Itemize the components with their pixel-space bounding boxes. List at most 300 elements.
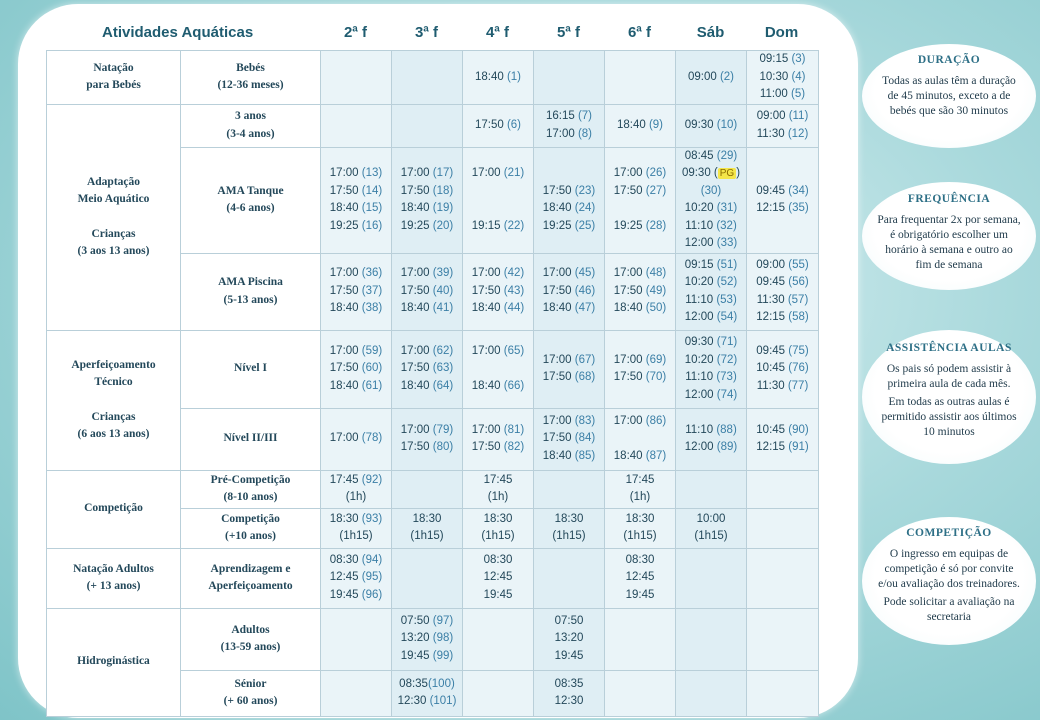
time-value: 19:25 (542, 219, 575, 232)
class-number: (36) (361, 267, 383, 280)
time-value: 17:00 (542, 353, 575, 366)
time-line (392, 630, 462, 648)
time-value: 17:00 (471, 167, 504, 179)
time-line (463, 300, 533, 318)
time-cell (676, 104, 747, 147)
time-value: 17:50 (474, 118, 507, 131)
time-line (676, 334, 746, 352)
time-line (605, 200, 675, 218)
time-line (463, 489, 533, 507)
time-value: 19:45 (483, 588, 513, 601)
time-value: 08:30 (483, 553, 513, 566)
time-line (392, 218, 462, 236)
time-line (463, 117, 533, 135)
class-number: (22) (503, 219, 525, 232)
time-line (676, 352, 746, 370)
time-value: 12:45 (329, 571, 362, 584)
class-number: (66) (503, 379, 525, 392)
class-number: (74) (716, 388, 738, 401)
class-number: (24) (574, 202, 596, 214)
time-cell (747, 508, 819, 548)
time-value: 18:40 (329, 202, 362, 214)
time-line (605, 448, 675, 466)
time-value: 11:30 (756, 127, 788, 140)
time-value: 17:50 (542, 184, 575, 197)
time-cell (676, 408, 747, 470)
time-value: 17:50 (400, 441, 433, 453)
time-cell (747, 147, 819, 253)
time-value: 18:40 (542, 302, 575, 315)
time-line (321, 300, 391, 318)
time-cell (747, 548, 819, 608)
time-value: 13:20 (400, 632, 433, 645)
time-value: 12:15 (756, 202, 789, 214)
time-line (392, 648, 462, 666)
time-cell (676, 147, 747, 253)
time-value: 17:50 (400, 284, 433, 297)
class-number: (49) (645, 284, 667, 297)
time-value: 18:30 (412, 512, 442, 525)
class-number: (79) (432, 423, 454, 436)
time-cell (534, 508, 605, 548)
time-value: 18:40 (542, 202, 575, 214)
time-line (534, 200, 604, 218)
time-value: 10:45 (756, 362, 789, 375)
group-detail: (+10 anos) (225, 530, 276, 542)
time-line (392, 528, 462, 546)
class-number: (67) (574, 353, 596, 366)
time-value: 17:50 (542, 284, 575, 297)
class-number: (63) (432, 362, 454, 375)
time-line (463, 511, 533, 529)
time-line: 09:30 ( PG ) (681, 167, 741, 179)
class-number: (25) (574, 219, 596, 232)
group-detail: (8-10 anos) (223, 491, 278, 503)
time-value: 09:15 (759, 53, 792, 65)
class-number: (51) (716, 258, 738, 271)
time-line (534, 369, 604, 387)
time-cell (392, 408, 463, 470)
time-value: (1h15) (623, 530, 657, 542)
time-cell (534, 51, 605, 105)
time-value: 11:10 (685, 219, 717, 232)
time-line (676, 117, 746, 135)
class-number: (45) (574, 267, 596, 280)
group-name: Nível II/III (223, 432, 278, 445)
time-value: 17:00 (613, 267, 646, 280)
time-cell (321, 147, 392, 253)
class-number: (4) (791, 70, 806, 83)
time-value: (1h15) (552, 530, 586, 542)
time-value: 17:50 (471, 441, 504, 453)
time-line (605, 430, 675, 448)
info-paragraph: Os pais só podem assistir à primeira aula de cada mês. (886, 363, 1012, 390)
class-number: (73) (716, 371, 737, 383)
time-value: 12:45 (625, 571, 655, 584)
info-title: FREQUÊNCIA (907, 193, 991, 205)
table-row (47, 548, 819, 608)
group-name: Nível I (234, 362, 267, 375)
time-value: 19:45 (625, 588, 655, 601)
time-cell (605, 670, 676, 716)
group-name: Sénior (234, 677, 267, 690)
time-value: (1h) (345, 491, 367, 503)
time-cell (605, 253, 676, 330)
class-number: (37) (361, 284, 383, 297)
time-cell (605, 330, 676, 408)
time-line (534, 413, 604, 431)
class-number: (72) (716, 353, 738, 366)
time-line (534, 511, 604, 529)
time-cell (321, 253, 392, 330)
time-cell (676, 253, 747, 330)
time-value: 09:30 (684, 336, 717, 348)
time-cell (463, 330, 534, 408)
time-line (676, 387, 746, 405)
time-line (321, 511, 391, 529)
time-line (321, 183, 391, 201)
time-value: 17:00 (329, 267, 362, 280)
time-value: 19:45 (400, 649, 433, 662)
class-number: (48) (645, 267, 667, 280)
time-value: 18:30 (554, 512, 584, 525)
class-number: (20) (432, 219, 454, 232)
time-value: 12:00 (684, 237, 717, 249)
day-header: 5ª f (556, 24, 581, 41)
time-cell (747, 608, 819, 670)
time-line (321, 587, 391, 605)
time-cell (747, 253, 819, 330)
time-cell (747, 51, 819, 105)
time-line (321, 472, 391, 490)
time-value: 17:00 (329, 344, 362, 357)
activity-cell (47, 470, 181, 548)
time-line (534, 693, 604, 711)
time-line (463, 283, 533, 301)
time-cell (534, 670, 605, 716)
pg-badge: PG (719, 168, 735, 179)
time-line (747, 86, 818, 104)
time-line (534, 648, 604, 666)
time-cell (392, 253, 463, 330)
class-number: (101) (429, 695, 457, 707)
time-cell (605, 548, 676, 608)
activity-line: (6 aos 13 anos) (77, 428, 150, 440)
time-cell (747, 408, 819, 470)
class-number: (99) (432, 649, 454, 662)
class-number: (68) (574, 371, 596, 383)
time-line (605, 569, 675, 587)
time-cell (392, 147, 463, 253)
time-value: 08:30 (625, 553, 655, 566)
day-header: 2ª f (343, 24, 368, 41)
class-number: (5) (791, 88, 806, 100)
class-number: (91) (788, 441, 809, 453)
time-cell (676, 51, 747, 105)
time-line (747, 343, 818, 361)
time-line (676, 439, 746, 457)
time-line (605, 352, 675, 370)
time-line (392, 422, 462, 440)
time-value: 18:40 (329, 379, 362, 392)
info-text (876, 74, 1022, 119)
time-cell (463, 408, 534, 470)
time-line (392, 360, 462, 378)
group-cell (181, 508, 321, 548)
class-number: (26) (645, 167, 667, 179)
time-value: 07:50 (400, 614, 433, 627)
time-value: 17:00 (471, 267, 504, 280)
class-number: (64) (432, 379, 454, 392)
time-line (534, 430, 604, 448)
class-number: (34) (788, 184, 809, 197)
time-line (534, 165, 604, 183)
class-number: (53) (716, 293, 737, 306)
time-line (605, 369, 675, 387)
time-line (392, 693, 462, 711)
time-cell (392, 548, 463, 608)
class-number: (88) (716, 423, 737, 436)
time-cell (321, 508, 392, 548)
time-value: 17:50 (329, 362, 362, 375)
time-cell (534, 147, 605, 253)
group-detail: (13-59 anos) (220, 641, 281, 653)
activity-cell (47, 608, 181, 716)
class-number: (78) (361, 432, 383, 445)
time-cell (392, 51, 463, 105)
class-number: (9) (648, 118, 664, 131)
time-cell (534, 548, 605, 608)
class-number: (62) (432, 344, 454, 357)
time-cell (463, 670, 534, 716)
class-number: (100) (427, 677, 455, 690)
info-paragraph: Pode solicitar a avaliação na secretaria (883, 596, 1015, 623)
time-value: (1h) (629, 491, 651, 503)
activity-line: (+ 13 anos) (86, 580, 141, 592)
table-row (47, 330, 819, 408)
class-number: (16) (361, 219, 383, 232)
time-value: 18:40 (471, 302, 504, 315)
time-line (747, 183, 818, 201)
time-value: 17:50 (400, 362, 433, 375)
info-text (876, 362, 1022, 440)
time-value: 16:15 (545, 110, 578, 122)
time-value: 11:10 (685, 293, 717, 306)
info-title: COMPETIÇÃO (906, 527, 992, 539)
class-number: (80) (432, 441, 454, 453)
class-number: (83) (574, 414, 596, 427)
time-value: 17:50 (613, 284, 646, 297)
time-line (321, 552, 391, 570)
class-number: (58) (788, 311, 809, 323)
time-line (605, 265, 675, 283)
time-value: 09:45 (756, 276, 789, 288)
time-line (676, 257, 746, 275)
time-line (747, 422, 818, 440)
time-value: 19:25 (400, 219, 433, 232)
time-line (463, 183, 533, 201)
time-cell (534, 408, 605, 470)
group-detail: (+ 60 anos) (223, 695, 278, 707)
class-number: (97) (432, 614, 454, 627)
group-cell (181, 253, 321, 330)
time-value: 17:00 (329, 432, 362, 445)
activity-line: Natação Adultos (73, 562, 154, 575)
time-value: 17:00 (471, 423, 504, 436)
activity-line: Técnico (94, 376, 133, 388)
time-value: 17:50 (542, 371, 575, 383)
time-line (321, 218, 391, 236)
class-number: (33) (716, 237, 738, 249)
class-number: (42) (503, 267, 525, 280)
time-value: 17:00 (613, 414, 646, 427)
day-header: 6ª f (627, 24, 652, 41)
class-number: (56) (788, 276, 809, 288)
class-number: (65) (503, 344, 525, 357)
time-value: (1h15) (410, 530, 444, 542)
time-line (463, 378, 533, 396)
time-value: 18:40 (616, 118, 649, 131)
time-value: 18:30 (329, 512, 362, 525)
time-line (392, 265, 462, 283)
time-line (747, 257, 818, 275)
time-value: 17:50 (613, 184, 646, 197)
class-number: (6) (506, 118, 522, 131)
time-line (676, 369, 746, 387)
activity-line: para Bebés (86, 79, 141, 92)
class-number: (92) (361, 473, 383, 486)
time-line (463, 552, 533, 570)
time-line (392, 165, 462, 183)
class-number: (47) (574, 302, 596, 315)
info-paragraph: Todas as aulas têm a duração de 45 minutos, exceto a de bebés que são 30 minutos (882, 75, 1016, 117)
time-line (605, 183, 675, 201)
class-number: (2) (719, 70, 735, 83)
time-cell (747, 470, 819, 508)
time-line (676, 218, 746, 236)
time-cell (534, 470, 605, 508)
time-line (605, 218, 675, 236)
class-number: (82) (503, 441, 525, 453)
class-number: (84) (574, 432, 596, 445)
class-number: (94) (361, 553, 383, 566)
time-value: 17:50 (400, 184, 433, 197)
time-value: 12:15 (756, 311, 789, 323)
time-cell (321, 330, 392, 408)
time-line (321, 200, 391, 218)
time-value: 17:45 (625, 473, 655, 486)
time-value: 17:50 (329, 284, 362, 297)
time-value: 17:00 (613, 167, 646, 179)
info-bubble (862, 330, 1036, 464)
time-line (605, 552, 675, 570)
time-line (676, 235, 746, 253)
group-name: AMA Piscina (218, 276, 283, 288)
info-text (876, 547, 1022, 625)
group-name: Adultos (231, 623, 270, 636)
time-line (534, 630, 604, 648)
time-line (321, 378, 391, 396)
time-line (534, 283, 604, 301)
time-value: 19:15 (471, 219, 504, 232)
class-number: (60) (361, 362, 383, 375)
group-cell (181, 408, 321, 470)
group-cell (181, 330, 321, 408)
time-cell (534, 253, 605, 330)
time-line (463, 200, 533, 218)
time-cell (605, 608, 676, 670)
time-cell (534, 330, 605, 408)
time-value: 18:40 (400, 302, 433, 315)
time-cell (676, 508, 747, 548)
class-number: (59) (361, 344, 383, 357)
time-line (534, 448, 604, 466)
class-number: (46) (574, 284, 596, 297)
time-value: 19:25 (329, 219, 362, 232)
time-value: (1h15) (694, 530, 728, 542)
time-value: 18:40 (542, 449, 575, 462)
time-value: (1h15) (481, 530, 515, 542)
time-line (321, 528, 391, 546)
class-number: (81) (503, 423, 525, 436)
info-paragraph: Em todas as outras aulas é permitido assistir aos últimos 10 minutos (881, 396, 1017, 438)
class-number: (54) (716, 311, 738, 323)
group-detail: (12-36 meses) (217, 79, 284, 92)
time-cell (321, 470, 392, 508)
time-line (605, 117, 675, 135)
time-value: 09:30 (681, 167, 714, 179)
info-bubble (862, 517, 1036, 645)
class-number: (8) (577, 127, 593, 140)
time-value: 13:20 (554, 632, 584, 645)
time-value: 17:00 (400, 167, 433, 179)
class-number: (3) (791, 53, 806, 65)
time-value: 10:20 (684, 353, 717, 366)
time-line (321, 343, 391, 361)
time-line (392, 613, 462, 631)
time-line (605, 587, 675, 605)
time-value: 09:00 (756, 110, 789, 122)
time-line (321, 283, 391, 301)
time-line (463, 569, 533, 587)
time-cell (463, 104, 534, 147)
class-number: (29) (716, 149, 738, 162)
activity-line: Meio Aquático (77, 193, 150, 205)
class-number: (87) (645, 449, 667, 462)
time-cell (392, 104, 463, 147)
group-cell (181, 470, 321, 508)
time-line (676, 183, 746, 201)
time-value: 12:15 (756, 441, 789, 453)
time-value: 08:30 (329, 553, 362, 566)
time-cell (392, 470, 463, 508)
class-number: (50) (645, 302, 667, 315)
time-value: 17:50 (471, 284, 504, 297)
class-number: (18) (432, 184, 454, 197)
time-cell (605, 147, 676, 253)
class-number: (93) (361, 512, 383, 525)
day-header: 3ª f (414, 24, 439, 41)
time-value: 19:25 (613, 219, 646, 232)
time-line (676, 511, 746, 529)
time-cell (321, 51, 392, 105)
class-number: (39) (432, 267, 454, 280)
time-line (392, 183, 462, 201)
time-line (676, 528, 746, 546)
group-name: AMA Tanque (217, 184, 284, 197)
time-cell (463, 253, 534, 330)
time-line (321, 360, 391, 378)
